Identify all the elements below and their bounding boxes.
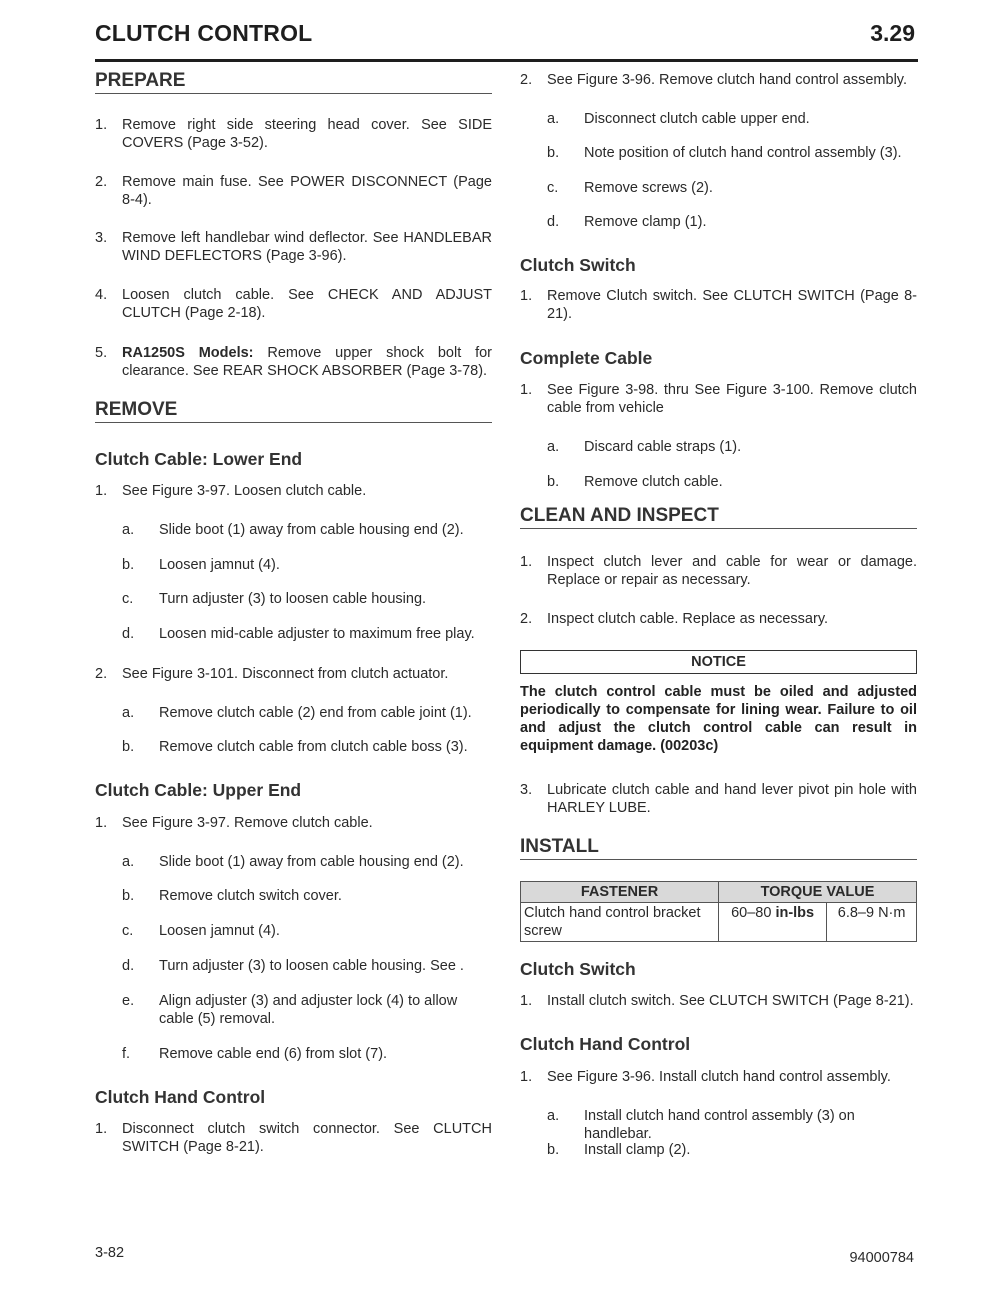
table-header-torque: TORQUE VALUE xyxy=(719,882,917,903)
header-rule xyxy=(95,59,918,62)
table-cell-fastener: Clutch hand control bracket screw xyxy=(521,903,719,942)
subheading-hand-control: Clutch Hand Control xyxy=(95,1087,266,1107)
list-item: 5. RA1250S Models: Remove upper shock bolt for clearance. See REAR SHOCK ABSORBER (Page 3-78). xyxy=(95,345,492,379)
notice-text: The clutch control cable must be oiled and adjusted periodically to compensate for lining wear. Failure to oil and adjust the clutch control cable can result in equipment damage. (00203c) xyxy=(520,684,917,754)
table-header-fastener: FASTENER xyxy=(521,882,719,903)
section-heading-clean-inspect: CLEAN AND INSPECT xyxy=(520,505,917,529)
section-heading-install: INSTALL xyxy=(520,836,917,860)
model-label: RA1250S Models: xyxy=(122,345,254,361)
list-item: c. Remove screws (2). xyxy=(547,180,713,196)
subheading-install-hand-control: Clutch Hand Control xyxy=(520,1034,691,1054)
list-item: f. Remove cable end (6) from slot (7). xyxy=(122,1046,388,1062)
subheading-complete-cable: Complete Cable xyxy=(520,348,653,368)
list-item: c. Loosen jamnut (4). xyxy=(122,923,280,939)
list-item: 3. Lubricate clutch cable and hand lever pivot pin hole with HARLEY LUBE. xyxy=(520,782,917,816)
list-item: b. Remove clutch cable. xyxy=(547,474,723,490)
list-item: 1. See Figure 3-96. Install clutch hand control assembly. xyxy=(520,1069,891,1085)
table-cell-torque-nm: 6.8–9 N·m xyxy=(827,903,917,942)
list-item: a. Slide boot (1) away from cable housing end (2). xyxy=(122,854,464,870)
page-title: CLUTCH CONTROL xyxy=(95,20,313,46)
list-item: 3. Remove left handlebar wind deflector. See HANDLEBAR WIND DEFLECTORS (Page 3-96). xyxy=(95,230,492,264)
list-item: d. Remove clamp (1). xyxy=(547,214,707,230)
list-item: e. Align adjuster (3) and adjuster lock (4) to allow cable (5) removal. xyxy=(122,993,458,1027)
list-item: b. Loosen jamnut (4). xyxy=(122,557,280,573)
subheading-lower-end: Clutch Cable: Lower End xyxy=(95,449,303,469)
footer-page-ref: 3-82 xyxy=(95,1245,125,1261)
list-item: b. Remove clutch cable from clutch cable boss (3). xyxy=(122,739,468,755)
list-item: 1. See Figure 3-97. Remove clutch cable. xyxy=(95,815,373,831)
list-item: 4. Loosen clutch cable. See CHECK AND ADJUST CLUTCH (Page 2-18). xyxy=(95,287,492,321)
list-item: 2. See Figure 3-96. Remove clutch hand control assembly. xyxy=(520,72,907,88)
subheading-upper-end: Clutch Cable: Upper End xyxy=(95,780,302,800)
footer-doc-number: 94000784 xyxy=(849,1250,914,1266)
list-item: a. Disconnect clutch cable upper end. xyxy=(547,111,810,127)
list-item: 1. Remove right side steering head cover. See SIDE COVERS (Page 3-52). xyxy=(95,117,492,151)
list-item: 1. Remove Clutch switch. See CLUTCH SWITCH (Page 8-21). xyxy=(520,288,917,322)
torque-table xyxy=(520,881,917,942)
list-item: d. Loosen mid-cable adjuster to maximum free play. xyxy=(122,626,475,642)
list-item: 2. Inspect clutch cable. Replace as necessary. xyxy=(520,611,829,627)
list-item: b. Note position of clutch hand control assembly (3). xyxy=(547,145,902,161)
page-number: 3.29 xyxy=(870,20,915,46)
list-item: a. Slide boot (1) away from cable housing end (2). xyxy=(122,522,464,538)
section-heading-prepare: PREPARE xyxy=(95,70,492,94)
section-heading-remove: REMOVE xyxy=(95,399,492,423)
subheading-clutch-switch: Clutch Switch xyxy=(520,255,636,275)
list-item: a. Discard cable straps (1). xyxy=(547,439,742,455)
list-item: b. Install clamp (2). xyxy=(547,1142,691,1158)
list-item: a. Install clutch hand control assembly (3) on handlebar. xyxy=(547,1108,855,1142)
list-item: 1. See Figure 3-98. thru See Figure 3-100. Remove clutch cable from vehicle xyxy=(520,382,917,416)
list-item: 2. Remove main fuse. See POWER DISCONNECT (Page 8-4). xyxy=(95,174,492,208)
list-item: b. Remove clutch switch cover. xyxy=(122,888,342,904)
list-item: 1. See Figure 3-97. Loosen clutch cable. xyxy=(95,483,367,499)
list-item: 1. Disconnect clutch switch connector. See CLUTCH SWITCH (Page 8-21). xyxy=(95,1121,492,1155)
table-cell-torque-inlbs: 60–80 in-lbs xyxy=(719,903,827,942)
list-item: 1. Install clutch switch. See CLUTCH SWITCH (Page 8-21). xyxy=(520,993,914,1009)
list-item: d. Turn adjuster (3) to loosen cable housing. See . xyxy=(122,958,464,974)
list-item: c. Turn adjuster (3) to loosen cable housing. xyxy=(122,591,427,607)
notice-label: NOTICE xyxy=(520,650,917,674)
list-item: 2. See Figure 3-101. Disconnect from clutch actuator. xyxy=(95,666,449,682)
list-item: a. Remove clutch cable (2) end from cable joint (1). xyxy=(122,705,472,721)
list-item: 1. Inspect clutch lever and cable for wear or damage. Replace or repair as necessary. xyxy=(520,554,917,588)
subheading-install-clutch-switch: Clutch Switch xyxy=(520,959,636,979)
